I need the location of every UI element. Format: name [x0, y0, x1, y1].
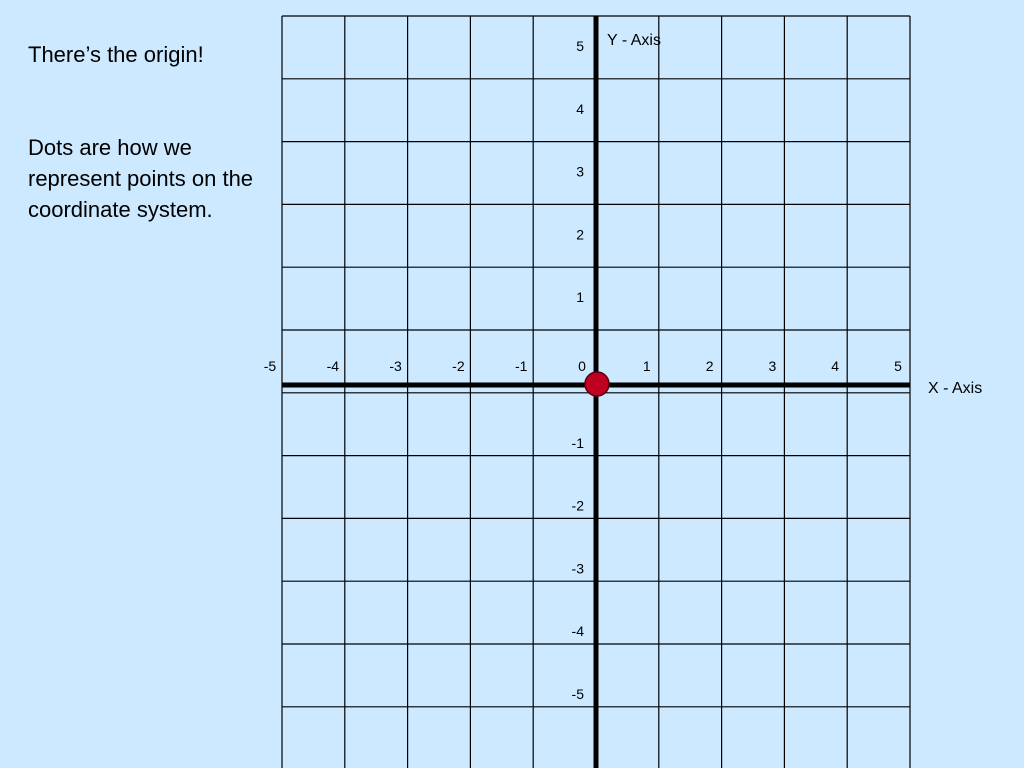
y-tick-label: -4	[571, 623, 584, 640]
x-axis-label: X - Axis	[928, 380, 983, 397]
x-tick-label: 2	[705, 358, 714, 374]
y-tick-label: 3	[576, 163, 584, 180]
y-tick-label: -5	[571, 686, 584, 702]
x-tick-label: -3	[389, 358, 402, 374]
explanation-text: Dots are how we represent points on the coordinate system.	[28, 135, 254, 222]
origin-heading: There’s the origin!	[28, 42, 204, 67]
y-tick-label: -1	[571, 434, 584, 451]
y-axis-label: Y - Axis	[607, 32, 661, 49]
x-tick-label: -5	[263, 358, 277, 374]
y-tick-label: -2	[571, 497, 584, 514]
x-tick-label: 1	[642, 358, 651, 374]
x-tick-label: 3	[768, 358, 777, 374]
y-tick-label: 5	[576, 38, 584, 54]
y-tick-label: 2	[576, 226, 584, 243]
y-tick-label: 4	[576, 100, 584, 117]
x-tick-label: -1	[514, 358, 528, 374]
x-tick-label: 4	[831, 358, 840, 374]
x-tick-label: 5	[894, 358, 902, 374]
origin-point-dot	[585, 372, 609, 396]
x-tick-labels	[264, 358, 902, 374]
y-tick-label: -3	[571, 560, 584, 577]
x-tick-label: 0	[578, 358, 586, 374]
x-tick-label: -4	[326, 358, 340, 374]
plotted-points	[585, 372, 609, 396]
x-tick-label: -2	[452, 358, 465, 374]
y-tick-label: 1	[576, 289, 584, 306]
